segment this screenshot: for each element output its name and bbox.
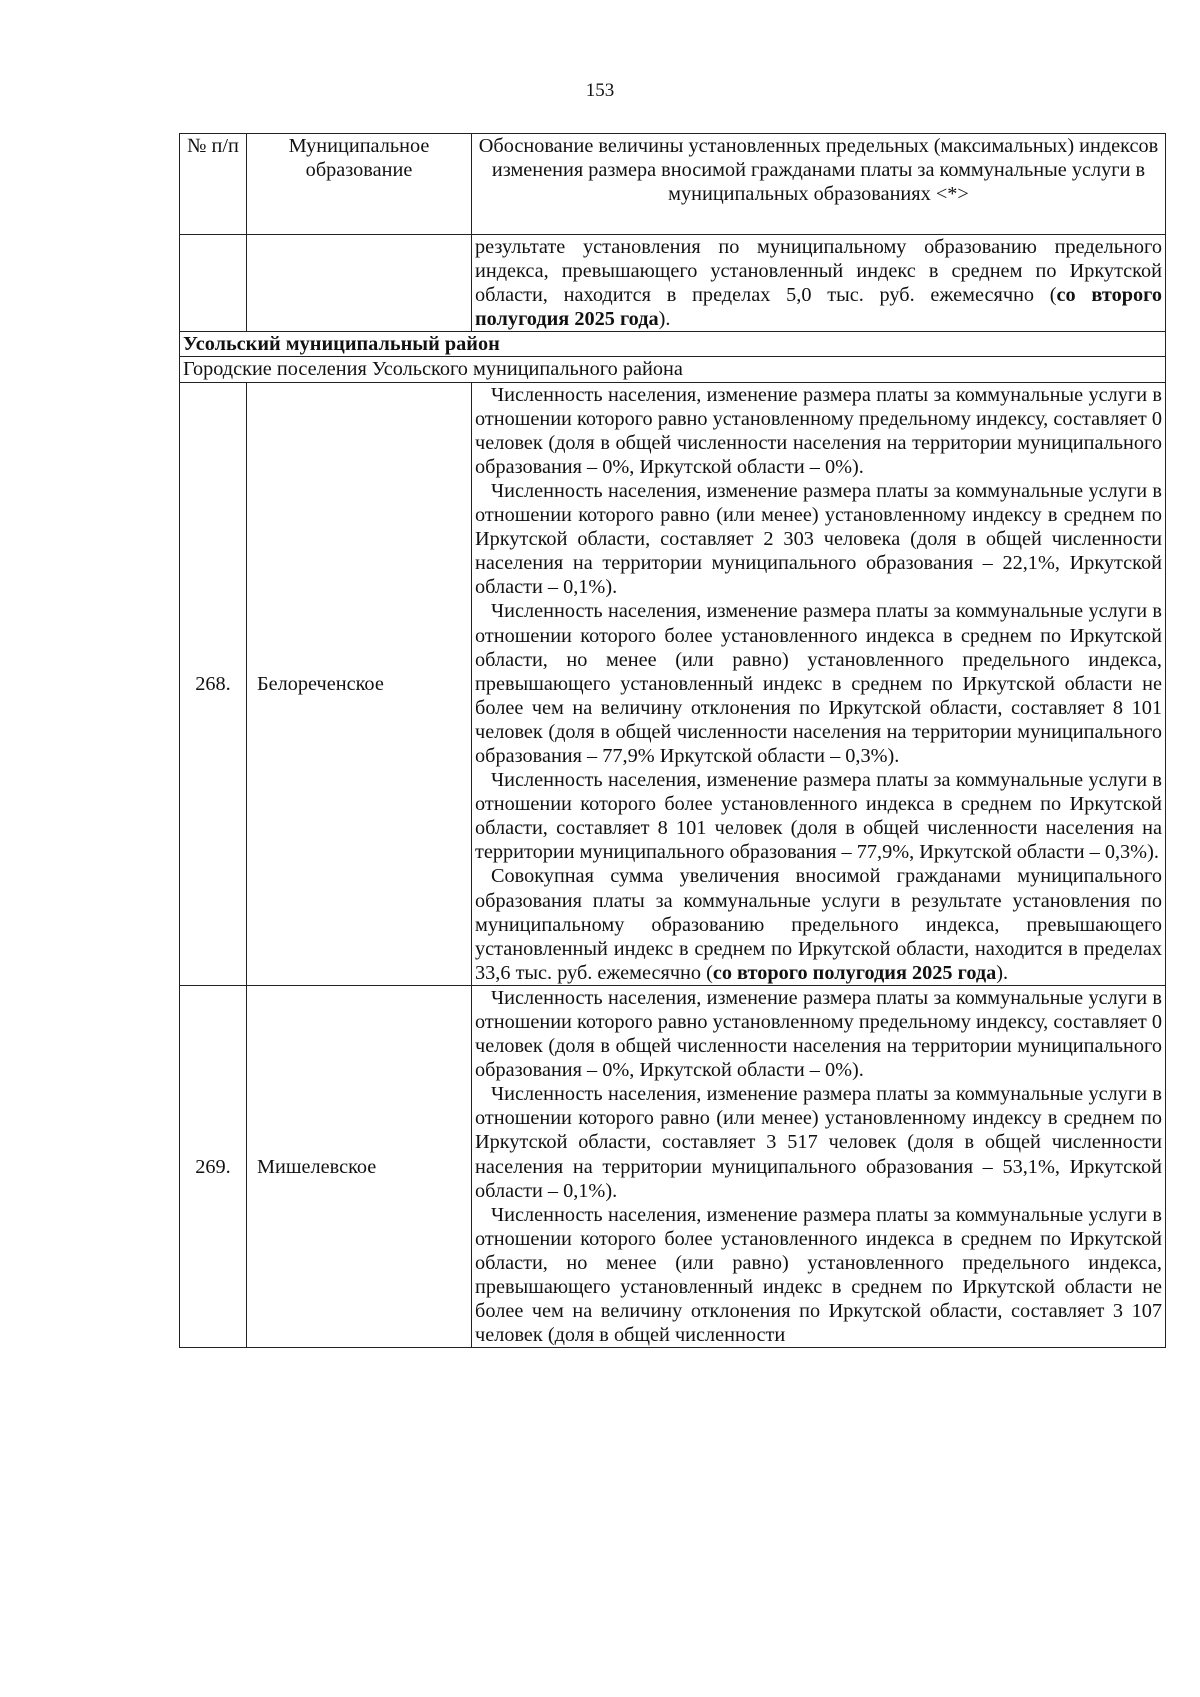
table-row xyxy=(180,382,1166,985)
municipality-name: Мишелевское xyxy=(247,985,472,1347)
justification-cell xyxy=(472,382,1166,985)
continuation-text: результате установления по муниципальному образованию предельного индекса, превышающего установленный индекс в среднем по Иркутской области, находится в пределах 5,0 тыс. руб. ежемесячно (со второго полугодия 2025 года). xyxy=(472,235,1166,332)
row-number: 269. xyxy=(180,985,247,1347)
header-justification: Обоснование величины установленных предельных (максимальных) индексов изменения размера вносимой гражданами платы за коммунальные услуги в муниципальных образованиях <*> xyxy=(472,134,1166,235)
subregion-row xyxy=(180,357,1166,382)
paragraph: Численность населения, изменение размера платы за коммунальные услуги в отношении которого равно установленному предельному индексу, составляет 0 человек (доля в общей численности населения на территории муниципального образования – 0%, Иркутской области – 0%). xyxy=(475,986,1162,1082)
continuation-row xyxy=(180,235,1166,332)
table-header-row xyxy=(180,134,1166,235)
justification-cell xyxy=(472,985,1166,1347)
page-number: 153 xyxy=(585,80,615,101)
paragraph: Численность населения, изменение размера платы за коммунальные услуги в отношении которого равно установленному предельному индексу, составляет 0 человек (доля в общей численности населения на территории муниципального образования – 0%, Иркутской области – 0%). xyxy=(475,383,1162,478)
paragraph: Численность населения, изменение размера платы за коммунальные услуги в отношении которого равно (или менее) установленному индексу в среднем по Иркутской области, составляет 3 517 человек (доля в общей численности населения на территории муниципального образования – 53,1%, Иркутской области – 0,1%). xyxy=(475,1083,1162,1202)
paragraph: Численность населения, изменение размера платы за коммунальные услуги в отношении которого равно (или менее) установленному индексу в среднем по Иркутской области, составляет 2 303 человека (доля в общей численности населения на территории муниципального образования – 22,1%, Иркутской области – 0,1%). xyxy=(475,479,1162,599)
indices-table xyxy=(179,133,1166,1348)
paragraph: Численность населения, изменение размера платы за коммунальные услуги в отношении которого более установленного индекса в среднем по Иркутской области, составляет 8 101 человек (доля в общей численности населения на территории муниципального образования – 77,9%, Иркутской области – 0,3%). xyxy=(475,769,1162,864)
table-row xyxy=(180,985,1166,1347)
municipality-name: Белореченское xyxy=(247,382,472,985)
paragraph: Численность населения, изменение размера платы за коммунальные услуги в отношении которого более установленного индекса в среднем по Иркутской области, но менее (или равно) установленного предельного индекса, превышающего установленный индекс в среднем по Иркутской области не более чем на величину отклонения по Иркутской области, составляет 8 101 человек (доля в общей численности населения на территории муниципального образования – 77,9% Иркутской области – 0,3%). xyxy=(475,600,1162,767)
header-municipality: Муниципальное образование xyxy=(247,134,472,235)
paragraph: Совокупная сумма увеличения вносимой гражданами муниципального образования платы за коммунальные услуги в результате установления по муниципальному образованию предельного индекса, превышающего установленный индекс в среднем по Иркутской области, находится в пределах 33,6 тыс. руб. ежемесячно (со второго полугодия 2025 года). xyxy=(475,865,1162,984)
paragraph: Численность населения, изменение размера платы за коммунальные услуги в отношении которого более установленного индекса в среднем по Иркутской области, но менее (или равно) установленного предельного индекса, превышающего установленный индекс в среднем по Иркутской области не более чем на величину отклонения по Иркутской области, составляет 3 107 человек (доля в общей численности xyxy=(475,1203,1162,1347)
header-num: № п/п xyxy=(180,134,247,235)
region-title: Усольский муниципальный район xyxy=(180,332,1166,357)
row-number: 268. xyxy=(180,382,247,985)
region-row xyxy=(180,332,1166,357)
subregion-title: Городские поселения Усольского муниципального района xyxy=(180,357,1166,382)
